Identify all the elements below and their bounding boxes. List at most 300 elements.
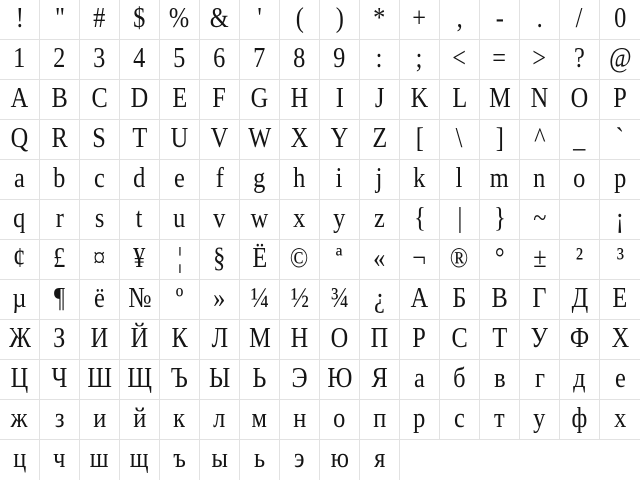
glyph-character: * bbox=[373, 2, 386, 34]
glyph-character: 2 bbox=[53, 42, 66, 74]
glyph-cell bbox=[520, 320, 560, 360]
glyph-character: J bbox=[374, 82, 385, 114]
glyph-cell bbox=[360, 440, 400, 480]
glyph-character: ш bbox=[90, 442, 109, 474]
glyph-character: ф bbox=[571, 402, 588, 434]
glyph-character: µ bbox=[12, 282, 27, 314]
glyph-cell bbox=[200, 320, 240, 360]
glyph-cell bbox=[600, 40, 640, 80]
glyph-character: й bbox=[132, 402, 147, 434]
glyph-cell bbox=[80, 240, 120, 280]
glyph-cell bbox=[40, 440, 80, 480]
glyph-character: № bbox=[127, 282, 152, 314]
glyph-character: Н bbox=[290, 322, 309, 354]
glyph-cell bbox=[360, 280, 400, 320]
glyph-character: > bbox=[532, 42, 547, 74]
glyph-character: к bbox=[173, 402, 186, 434]
glyph-cell bbox=[80, 160, 120, 200]
glyph-cell bbox=[600, 240, 640, 280]
glyph-character: b bbox=[53, 162, 66, 194]
glyph-character: % bbox=[169, 2, 190, 34]
glyph-character: ¢ bbox=[13, 242, 26, 274]
empty-area bbox=[400, 440, 640, 480]
glyph-character: B bbox=[51, 82, 68, 114]
glyph-character: ж bbox=[11, 402, 28, 434]
glyph-character: r bbox=[55, 202, 64, 234]
glyph-character: K bbox=[410, 82, 429, 114]
glyph-cell bbox=[440, 360, 480, 400]
glyph-character: 8 bbox=[293, 42, 306, 74]
glyph-cell bbox=[200, 240, 240, 280]
glyph-cell bbox=[160, 440, 200, 480]
glyph-cell bbox=[400, 80, 440, 120]
glyph-character: е bbox=[614, 362, 626, 394]
glyph-cell bbox=[280, 240, 320, 280]
glyph-character: Т bbox=[492, 322, 507, 354]
glyph-cell bbox=[240, 160, 280, 200]
glyph-cell bbox=[320, 160, 360, 200]
glyph-character: c bbox=[94, 162, 105, 194]
glyph-cell bbox=[520, 240, 560, 280]
glyph-cell bbox=[320, 0, 360, 40]
glyph-character: д bbox=[573, 362, 586, 394]
glyph-character: , bbox=[456, 2, 463, 34]
glyph-character: Г bbox=[532, 282, 547, 314]
glyph-character: Z bbox=[372, 122, 387, 154]
glyph-cell bbox=[400, 280, 440, 320]
glyph-character: р bbox=[413, 402, 426, 434]
glyph-cell bbox=[600, 80, 640, 120]
glyph-character: k bbox=[413, 162, 426, 194]
glyph-cell bbox=[320, 360, 360, 400]
glyph-character: 5 bbox=[173, 42, 186, 74]
glyph-cell bbox=[120, 440, 160, 480]
glyph-cell bbox=[40, 200, 80, 240]
glyph-character: ² bbox=[575, 242, 584, 274]
glyph-character: У bbox=[530, 322, 549, 354]
glyph-character: Y bbox=[330, 122, 349, 154]
glyph-character: u bbox=[173, 202, 186, 234]
glyph-cell bbox=[480, 360, 520, 400]
glyph-character: 1 bbox=[13, 42, 26, 74]
glyph-character: p bbox=[613, 162, 627, 194]
glyph-character: Щ bbox=[127, 362, 152, 394]
glyph-character: ' bbox=[257, 2, 262, 34]
glyph-cell bbox=[0, 280, 40, 320]
glyph-cell bbox=[560, 160, 600, 200]
glyph-character: с bbox=[454, 402, 465, 434]
glyph-cell bbox=[440, 40, 480, 80]
glyph-character: ы bbox=[211, 442, 228, 474]
glyph-cell bbox=[560, 40, 600, 80]
glyph-cell bbox=[320, 440, 360, 480]
glyph-character: Ц bbox=[10, 362, 29, 394]
glyph-cell bbox=[480, 240, 520, 280]
glyph-character: § bbox=[213, 242, 226, 274]
glyph-character: К bbox=[171, 322, 188, 354]
glyph-cell bbox=[400, 240, 440, 280]
glyph-character: ( bbox=[295, 2, 304, 34]
glyph-character: N bbox=[530, 82, 549, 114]
glyph-cell bbox=[120, 320, 160, 360]
glyph-cell bbox=[40, 360, 80, 400]
glyph-character: ¥ bbox=[133, 242, 146, 274]
glyph-character: 9 bbox=[333, 42, 346, 74]
glyph-cell bbox=[440, 120, 480, 160]
glyph-character: t bbox=[136, 202, 143, 234]
glyph-cell bbox=[200, 280, 240, 320]
glyph-cell bbox=[240, 280, 280, 320]
glyph-cell bbox=[560, 400, 600, 440]
glyph-character: » bbox=[213, 282, 226, 314]
glyph-character: ч bbox=[53, 442, 66, 474]
glyph-character: Ё bbox=[252, 242, 267, 274]
glyph-cell bbox=[360, 400, 400, 440]
glyph-character: g bbox=[253, 162, 266, 194]
glyph-cell bbox=[560, 240, 600, 280]
glyph-cell bbox=[520, 40, 560, 80]
glyph-character: e bbox=[174, 162, 185, 194]
glyph-cell bbox=[240, 120, 280, 160]
glyph-character: : bbox=[376, 42, 383, 74]
glyph-character: d bbox=[133, 162, 146, 194]
glyph-character: э bbox=[294, 442, 305, 474]
glyph-character: ? bbox=[574, 42, 585, 74]
glyph-cell bbox=[200, 160, 240, 200]
glyph-character: ¡ bbox=[615, 202, 625, 234]
glyph-cell bbox=[0, 120, 40, 160]
glyph-character: Ь bbox=[252, 362, 267, 394]
glyph-character: ] bbox=[495, 122, 504, 154]
glyph-cell bbox=[480, 320, 520, 360]
glyph-cell bbox=[280, 400, 320, 440]
glyph-character: | bbox=[457, 202, 462, 234]
glyph-cell bbox=[400, 0, 440, 40]
glyph-cell bbox=[200, 200, 240, 240]
glyph-character: + bbox=[412, 2, 427, 34]
glyph-cell bbox=[0, 0, 40, 40]
glyph-character: 4 bbox=[133, 42, 146, 74]
glyph-cell bbox=[120, 280, 160, 320]
glyph-cell bbox=[280, 120, 320, 160]
glyph-character: Ъ bbox=[170, 362, 189, 394]
glyph-character: Ж bbox=[8, 322, 31, 354]
glyph-character: f bbox=[215, 162, 224, 194]
glyph-character: х bbox=[613, 402, 627, 434]
glyph-cell bbox=[200, 0, 240, 40]
glyph-cell bbox=[520, 360, 560, 400]
glyph-cell bbox=[40, 40, 80, 80]
glyph-character: Х bbox=[611, 322, 629, 354]
glyph-character: Р bbox=[412, 322, 427, 354]
glyph-character: З bbox=[53, 322, 66, 354]
glyph-cell bbox=[40, 320, 80, 360]
glyph-character: v bbox=[213, 202, 226, 234]
glyph-cell bbox=[560, 360, 600, 400]
glyph-cell bbox=[600, 400, 640, 440]
glyph-cell bbox=[480, 0, 520, 40]
glyph-character: R bbox=[51, 122, 68, 154]
glyph-cell bbox=[520, 200, 560, 240]
glyph-character: & bbox=[210, 2, 229, 34]
glyph-cell bbox=[480, 80, 520, 120]
glyph-character: ¦ bbox=[177, 242, 182, 274]
glyph-character: " bbox=[54, 2, 65, 34]
glyph-character: o bbox=[573, 162, 586, 194]
glyph-character: ° bbox=[494, 242, 505, 274]
glyph-character: - bbox=[495, 2, 504, 34]
glyph-cell bbox=[320, 280, 360, 320]
glyph-cell bbox=[80, 320, 120, 360]
glyph-cell bbox=[280, 80, 320, 120]
glyph-character: # bbox=[93, 2, 106, 34]
glyph-character: ъ bbox=[173, 442, 186, 474]
glyph-cell bbox=[360, 360, 400, 400]
glyph-cell bbox=[360, 80, 400, 120]
glyph-character: « bbox=[373, 242, 386, 274]
glyph-character: Б bbox=[452, 282, 467, 314]
glyph-character: ; bbox=[416, 42, 423, 74]
glyph-cell bbox=[240, 0, 280, 40]
glyph-character: ` bbox=[615, 122, 625, 154]
glyph-cell bbox=[200, 440, 240, 480]
glyph-cell bbox=[80, 80, 120, 120]
glyph-character: y bbox=[333, 202, 346, 234]
glyph-cell bbox=[360, 120, 400, 160]
glyph-character: ½ bbox=[290, 282, 309, 314]
glyph-character: ц bbox=[12, 442, 27, 474]
glyph-cell bbox=[160, 240, 200, 280]
glyph-character: Д bbox=[571, 282, 588, 314]
glyph-cell bbox=[320, 200, 360, 240]
glyph-character: г bbox=[534, 362, 545, 394]
glyph-character: $ bbox=[133, 2, 146, 34]
glyph-cell bbox=[240, 400, 280, 440]
glyph-character: _ bbox=[573, 122, 586, 154]
glyph-character: © bbox=[290, 242, 309, 274]
glyph-character: P bbox=[613, 82, 627, 114]
glyph-character: j bbox=[376, 162, 383, 194]
glyph-cell bbox=[560, 0, 600, 40]
glyph-cell bbox=[160, 40, 200, 80]
glyph-character: Э bbox=[291, 362, 308, 394]
glyph-character: Ю bbox=[326, 362, 353, 394]
glyph-cell bbox=[520, 400, 560, 440]
glyph-character: л bbox=[213, 402, 226, 434]
glyph-character: { bbox=[413, 202, 426, 234]
glyph-character: £ bbox=[53, 242, 66, 274]
glyph-cell bbox=[280, 200, 320, 240]
glyph-character: @ bbox=[608, 42, 632, 74]
glyph-character: ¤ bbox=[93, 242, 106, 274]
glyph-character: T bbox=[132, 122, 147, 154]
glyph-character: = bbox=[492, 42, 507, 74]
glyph-character: F bbox=[212, 82, 227, 114]
glyph-cell bbox=[40, 280, 80, 320]
glyph-cell bbox=[480, 160, 520, 200]
glyph-character: z bbox=[374, 202, 385, 234]
glyph-cell bbox=[40, 240, 80, 280]
glyph-cell bbox=[600, 360, 640, 400]
glyph-cell bbox=[80, 400, 120, 440]
glyph-character: G bbox=[250, 82, 269, 114]
glyph-cell bbox=[160, 400, 200, 440]
glyph-character: \ bbox=[456, 122, 463, 154]
glyph-cell bbox=[280, 440, 320, 480]
glyph-cell bbox=[120, 80, 160, 120]
glyph-character: А bbox=[410, 282, 429, 314]
glyph-cell bbox=[120, 0, 160, 40]
glyph-cell bbox=[480, 40, 520, 80]
glyph-character: И bbox=[90, 322, 109, 354]
glyph-cell bbox=[480, 200, 520, 240]
glyph-character: Q bbox=[10, 122, 29, 154]
glyph-cell bbox=[400, 160, 440, 200]
glyph-cell bbox=[160, 80, 200, 120]
glyph-cell bbox=[440, 160, 480, 200]
glyph-cell bbox=[440, 320, 480, 360]
glyph-character: l bbox=[456, 162, 463, 194]
glyph-cell bbox=[160, 200, 200, 240]
glyph-character: . bbox=[536, 2, 543, 34]
glyph-cell bbox=[320, 120, 360, 160]
glyph-character: w bbox=[250, 202, 269, 234]
glyph-cell bbox=[440, 400, 480, 440]
glyph-character: ª bbox=[336, 242, 343, 274]
glyph-character: V bbox=[210, 122, 229, 154]
glyph-cell bbox=[400, 40, 440, 80]
glyph-cell bbox=[320, 400, 360, 440]
glyph-cell bbox=[520, 160, 560, 200]
glyph-cell bbox=[240, 80, 280, 120]
glyph-character: н bbox=[292, 402, 307, 434]
glyph-character: ¼ bbox=[250, 282, 269, 314]
glyph-cell bbox=[280, 40, 320, 80]
glyph-cell bbox=[600, 280, 640, 320]
glyph-character: П bbox=[370, 322, 389, 354]
glyph-cell bbox=[240, 40, 280, 80]
glyph-cell bbox=[360, 320, 400, 360]
glyph-cell bbox=[280, 280, 320, 320]
glyph-cell bbox=[560, 120, 600, 160]
glyph-cell bbox=[160, 280, 200, 320]
glyph-character: и bbox=[92, 402, 107, 434]
glyph-character: / bbox=[576, 2, 583, 34]
glyph-character: C bbox=[91, 82, 108, 114]
glyph-cell bbox=[480, 400, 520, 440]
glyph-cell bbox=[0, 440, 40, 480]
glyph-character: X bbox=[290, 122, 309, 154]
glyph-character: ¶ bbox=[53, 282, 66, 314]
glyph-cell bbox=[120, 360, 160, 400]
glyph-cell bbox=[120, 160, 160, 200]
glyph-cell bbox=[280, 160, 320, 200]
glyph-character: ) bbox=[335, 2, 344, 34]
glyph-character: м bbox=[251, 402, 268, 434]
glyph-cell bbox=[200, 40, 240, 80]
glyph-cell bbox=[0, 360, 40, 400]
glyph-cell bbox=[600, 160, 640, 200]
glyph-cell bbox=[160, 160, 200, 200]
glyph-cell bbox=[520, 0, 560, 40]
glyph-cell bbox=[280, 320, 320, 360]
glyph-character: ¬ bbox=[412, 242, 427, 274]
glyph-cell bbox=[80, 40, 120, 80]
glyph-character: Л bbox=[211, 322, 228, 354]
glyph-cell bbox=[80, 360, 120, 400]
glyph-character: D bbox=[130, 82, 149, 114]
glyph-character: п bbox=[372, 402, 387, 434]
glyph-cell bbox=[40, 0, 80, 40]
glyph-character: б bbox=[453, 362, 466, 394]
glyph-cell bbox=[0, 160, 40, 200]
glyph-character: W bbox=[248, 122, 271, 154]
glyph-character: E bbox=[172, 82, 187, 114]
glyph-cell bbox=[200, 120, 240, 160]
glyph-character: n bbox=[533, 162, 546, 194]
glyph-character: ^ bbox=[533, 122, 546, 154]
glyph-cell bbox=[400, 200, 440, 240]
glyph-character: 6 bbox=[213, 42, 226, 74]
glyph-cell bbox=[280, 0, 320, 40]
glyph-character: Я bbox=[371, 362, 388, 394]
glyph-cell bbox=[360, 0, 400, 40]
glyph-cell bbox=[120, 240, 160, 280]
glyph-character: } bbox=[493, 202, 506, 234]
glyph-character: < bbox=[452, 42, 467, 74]
glyph-cell bbox=[160, 120, 200, 160]
glyph-cell bbox=[360, 240, 400, 280]
glyph-character: S bbox=[92, 122, 107, 154]
glyph-character: Ы bbox=[208, 362, 231, 394]
glyph-cell bbox=[520, 120, 560, 160]
glyph-character: ¾ bbox=[330, 282, 349, 314]
glyph-character: ³ bbox=[616, 242, 624, 274]
glyph-character: О bbox=[330, 322, 349, 354]
glyph-cell bbox=[0, 400, 40, 440]
glyph-cell bbox=[120, 400, 160, 440]
glyph-cell bbox=[40, 400, 80, 440]
glyph-character: Й bbox=[130, 322, 149, 354]
glyph-cell bbox=[600, 0, 640, 40]
glyph-cell bbox=[600, 200, 640, 240]
glyph-character: h bbox=[293, 162, 306, 194]
glyph-cell bbox=[80, 120, 120, 160]
glyph-cell bbox=[0, 320, 40, 360]
glyph-character: m bbox=[490, 162, 509, 194]
glyph-cell bbox=[440, 80, 480, 120]
glyph-cell bbox=[40, 80, 80, 120]
glyph-cell bbox=[520, 280, 560, 320]
glyph-character: щ bbox=[130, 442, 149, 474]
glyph-character: x bbox=[293, 202, 306, 234]
glyph-cell bbox=[480, 120, 520, 160]
glyph-cell bbox=[0, 40, 40, 80]
glyph-character: ё bbox=[94, 282, 105, 314]
glyph-cell bbox=[280, 360, 320, 400]
glyph-character: A bbox=[10, 82, 29, 114]
glyph-cell bbox=[440, 240, 480, 280]
glyph-cell bbox=[320, 80, 360, 120]
glyph-cell bbox=[400, 120, 440, 160]
glyph-cell bbox=[400, 320, 440, 360]
glyph-character: ® bbox=[450, 242, 469, 274]
glyph-character: 7 bbox=[253, 42, 266, 74]
glyph-cell bbox=[200, 360, 240, 400]
glyph-cell bbox=[560, 80, 600, 120]
glyph-character: ь bbox=[253, 442, 266, 474]
glyph-character: O bbox=[570, 82, 589, 114]
